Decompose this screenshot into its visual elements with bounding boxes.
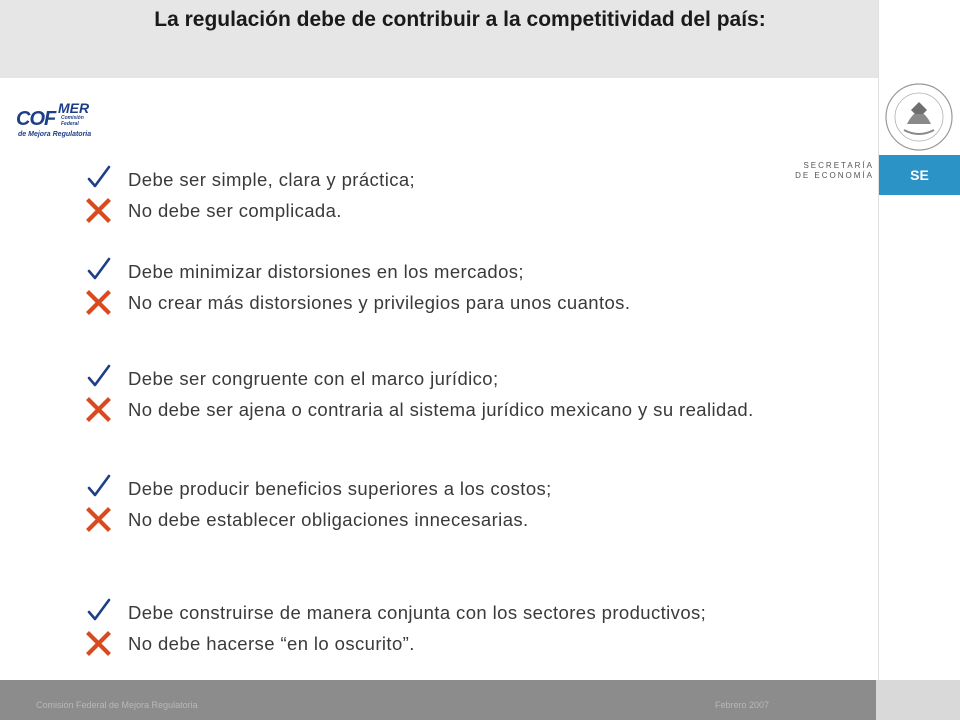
criteria-dont-text: No debe hacerse “en lo oscurito”. [128,633,415,654]
secretaria-line-1: SECRETARÍA [803,161,874,170]
cross-icon [84,505,114,535]
national-seal-icon [880,80,958,154]
criteria-do-row [0,257,900,287]
criteria-pair [0,474,900,534]
criteria-do-text: Debe minimizar distorsiones en los mercados; [128,261,524,282]
logo-tagline: de Mejora Regulatoria [18,131,92,138]
footer-date: Febrero 2007 [715,700,770,710]
footer-organization: Comisión Federal de Mejora Regulatoria [36,700,198,710]
criteria-dont-row [0,395,900,425]
check-icon [84,596,114,626]
criteria-do-text: Debe producir beneficios superiores a los costos; [128,478,552,499]
criteria-dont-row [0,629,900,659]
criteria-pair [0,257,900,317]
criteria-pair [0,364,900,424]
check-icon [84,163,114,193]
criteria-do-text: Debe construirse de manera conjunta con los sectores productivos; [128,602,707,623]
criteria-do-row [0,474,900,504]
check-icon [84,362,114,392]
secretaria-line-2: DE ECONOMÍA [795,171,874,180]
criteria-dont-text: No debe ser complicada. [128,200,342,221]
criteria-pair [0,598,900,658]
se-badge: SE [879,155,960,195]
criteria-dont-text: No debe ser ajena o contraria al sistema jurídico mexicano y su realidad. [128,399,754,420]
check-icon [84,472,114,502]
logo-cof-text: COF [16,108,56,130]
criteria-dont-row [0,505,900,535]
cross-icon [84,288,114,318]
cofemer-logo [14,100,94,144]
criteria-dont-row [0,196,900,226]
criteria-do-row [0,165,900,195]
logo-mer-text: MER [58,100,90,116]
criteria-pair [0,165,900,225]
criteria-do-text: Debe ser simple, clara y práctica; [128,169,416,190]
footer-corner [876,680,960,720]
logo-subtitle: Comisión Federal [61,115,84,127]
cross-icon [84,395,114,425]
criteria-do-row [0,364,900,394]
cross-icon [84,196,114,226]
cross-icon [84,629,114,659]
criteria-dont-text: No crear más distorsiones y privilegios para unos cuantos. [128,292,631,313]
criteria-dont-text: No debe establecer obligaciones innecesarias. [128,509,529,530]
criteria-dont-row [0,288,900,318]
criteria-do-row [0,598,900,628]
slide-title: La regulación debe de contribuir a la competitividad del país: [154,8,766,31]
criteria-do-text: Debe ser congruente con el marco jurídico; [128,368,499,389]
check-icon [84,255,114,285]
